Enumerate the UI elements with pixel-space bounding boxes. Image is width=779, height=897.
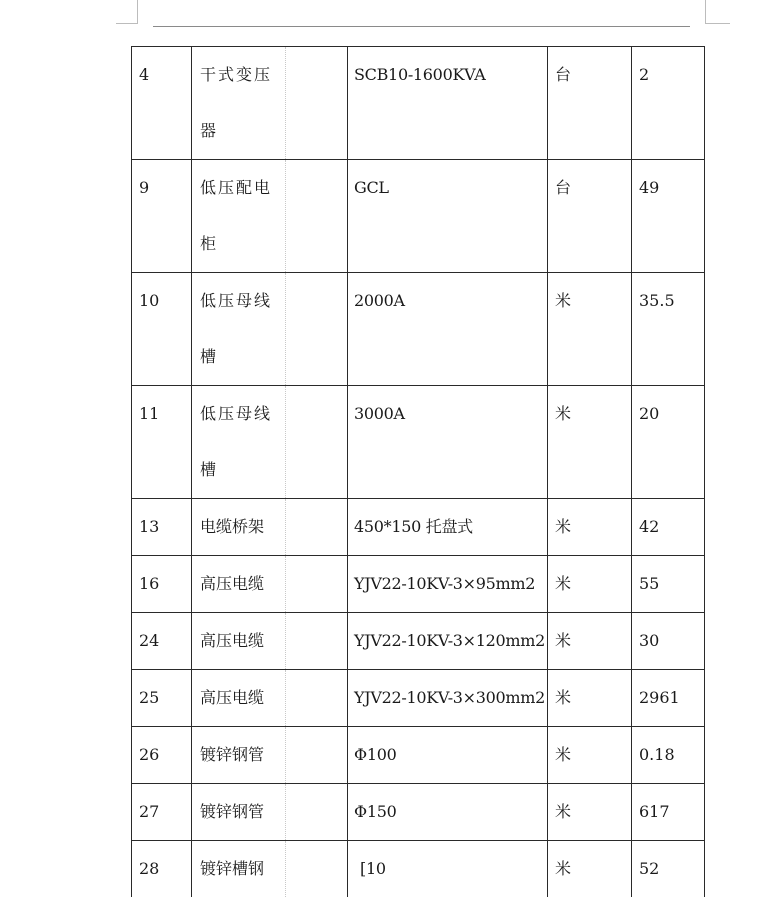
row-number: 25 bbox=[132, 670, 191, 726]
item-spec: YJV22-10KV-3×120mm2 bbox=[348, 613, 547, 669]
item-name-cell bbox=[192, 556, 348, 613]
table-row bbox=[132, 386, 705, 499]
quantity-cell bbox=[632, 784, 705, 841]
item-name: 高压电缆 bbox=[192, 670, 347, 726]
item-quantity: 35.5 bbox=[632, 273, 704, 385]
table-row bbox=[132, 47, 705, 160]
text-boundary-guide bbox=[285, 727, 286, 783]
table-row bbox=[132, 613, 705, 670]
row-number-cell bbox=[132, 499, 192, 556]
quantity-cell bbox=[632, 160, 705, 273]
table-row bbox=[132, 273, 705, 386]
row-number-cell bbox=[132, 841, 192, 897]
table-row bbox=[132, 499, 705, 556]
item-name-cell bbox=[192, 727, 348, 784]
item-name: 低压母线槽 bbox=[192, 386, 282, 498]
item-quantity: 49 bbox=[632, 160, 704, 272]
unit-cell bbox=[548, 613, 632, 670]
row-number-cell bbox=[132, 613, 192, 670]
table-row bbox=[132, 727, 705, 784]
item-name-cell bbox=[192, 386, 348, 499]
quantity-cell bbox=[632, 47, 705, 160]
item-spec: YJV22-10KV-3×300mm2 bbox=[348, 670, 547, 726]
item-unit: 米 bbox=[548, 386, 631, 498]
quantity-cell bbox=[632, 386, 705, 499]
row-number: 10 bbox=[132, 273, 191, 385]
item-name-cell bbox=[192, 841, 348, 897]
item-quantity: 42 bbox=[632, 499, 704, 555]
text-boundary-guide bbox=[285, 556, 286, 612]
row-number-cell bbox=[132, 47, 192, 160]
item-spec: SCB10-1600KVA bbox=[348, 47, 547, 159]
row-number-cell bbox=[132, 273, 192, 386]
table-row bbox=[132, 556, 705, 613]
row-number: 26 bbox=[132, 727, 191, 783]
item-quantity: 30 bbox=[632, 613, 704, 669]
text-boundary-guide bbox=[285, 784, 286, 840]
item-name: 高压电缆 bbox=[192, 613, 347, 669]
item-spec: 450*150 托盘式 bbox=[348, 499, 547, 555]
row-number-cell bbox=[132, 784, 192, 841]
unit-cell bbox=[548, 784, 632, 841]
row-number: 4 bbox=[132, 47, 191, 159]
item-name: 干式变压器 bbox=[192, 47, 282, 159]
item-quantity: 52 bbox=[632, 841, 704, 897]
text-boundary-guide bbox=[285, 613, 286, 669]
spec-cell bbox=[348, 160, 548, 273]
item-quantity: 617 bbox=[632, 784, 704, 840]
item-name-cell bbox=[192, 784, 348, 841]
page-corner-mark-right bbox=[705, 0, 730, 24]
item-spec: 2000A bbox=[348, 273, 547, 385]
unit-cell bbox=[548, 273, 632, 386]
item-spec: [10 bbox=[348, 841, 547, 897]
equipment-table bbox=[131, 46, 705, 897]
item-spec: Φ100 bbox=[348, 727, 547, 783]
item-unit: 米 bbox=[548, 556, 631, 612]
spec-cell bbox=[348, 613, 548, 670]
spec-cell bbox=[348, 670, 548, 727]
item-name: 高压电缆 bbox=[192, 556, 347, 612]
spec-cell bbox=[348, 47, 548, 160]
item-name-cell bbox=[192, 499, 348, 556]
unit-cell bbox=[548, 160, 632, 273]
quantity-cell bbox=[632, 613, 705, 670]
item-unit: 米 bbox=[548, 670, 631, 726]
spec-cell bbox=[348, 556, 548, 613]
unit-cell bbox=[548, 670, 632, 727]
quantity-cell bbox=[632, 727, 705, 784]
row-number-cell bbox=[132, 727, 192, 784]
item-quantity: 2 bbox=[632, 47, 704, 159]
item-unit: 米 bbox=[548, 727, 631, 783]
table-row bbox=[132, 160, 705, 273]
item-spec: Φ150 bbox=[348, 784, 547, 840]
item-unit: 台 bbox=[548, 47, 631, 159]
row-number-cell bbox=[132, 670, 192, 727]
quantity-cell bbox=[632, 670, 705, 727]
unit-cell bbox=[548, 499, 632, 556]
item-unit: 米 bbox=[548, 784, 631, 840]
row-number: 9 bbox=[132, 160, 191, 272]
item-name: 镀锌槽钢 bbox=[192, 841, 347, 897]
table-row bbox=[132, 841, 705, 897]
unit-cell bbox=[548, 556, 632, 613]
item-name-cell bbox=[192, 670, 348, 727]
item-quantity: 2961 bbox=[632, 670, 704, 726]
item-unit: 米 bbox=[548, 613, 631, 669]
item-name-cell bbox=[192, 273, 348, 386]
item-unit: 米 bbox=[548, 273, 631, 385]
row-number: 28 bbox=[132, 841, 191, 897]
text-boundary-guide bbox=[285, 386, 286, 498]
row-number-cell bbox=[132, 556, 192, 613]
row-number: 27 bbox=[132, 784, 191, 840]
text-boundary-guide bbox=[285, 499, 286, 555]
item-quantity: 55 bbox=[632, 556, 704, 612]
item-quantity: 20 bbox=[632, 386, 704, 498]
item-name: 电缆桥架 bbox=[192, 499, 347, 555]
text-boundary-guide bbox=[285, 841, 286, 897]
item-name: 镀锌钢管 bbox=[192, 727, 347, 783]
text-boundary-guide bbox=[285, 160, 286, 272]
item-name-cell bbox=[192, 613, 348, 670]
item-spec: GCL bbox=[348, 160, 547, 272]
spec-cell bbox=[348, 386, 548, 499]
row-number: 24 bbox=[132, 613, 191, 669]
unit-cell bbox=[548, 386, 632, 499]
spec-cell bbox=[348, 273, 548, 386]
item-unit: 米 bbox=[548, 841, 631, 897]
unit-cell bbox=[548, 727, 632, 784]
item-name: 低压母线槽 bbox=[192, 273, 282, 385]
page-corner-mark-left bbox=[116, 0, 138, 24]
quantity-cell bbox=[632, 273, 705, 386]
unit-cell bbox=[548, 47, 632, 160]
unit-cell bbox=[548, 841, 632, 897]
spec-cell bbox=[348, 499, 548, 556]
quantity-cell bbox=[632, 556, 705, 613]
item-quantity: 0.18 bbox=[632, 727, 704, 783]
text-boundary-guide bbox=[285, 670, 286, 726]
item-spec: YJV22-10KV-3×95mm2 bbox=[348, 556, 547, 612]
item-name-cell bbox=[192, 47, 348, 160]
text-boundary-guide bbox=[285, 273, 286, 385]
spec-cell bbox=[348, 727, 548, 784]
text-boundary-guide bbox=[285, 47, 286, 159]
row-number: 16 bbox=[132, 556, 191, 612]
item-unit: 米 bbox=[548, 499, 631, 555]
spec-cell bbox=[348, 784, 548, 841]
table-row bbox=[132, 784, 705, 841]
quantity-cell bbox=[632, 841, 705, 897]
item-spec: 3000A bbox=[348, 386, 547, 498]
row-number: 13 bbox=[132, 499, 191, 555]
row-number-cell bbox=[132, 386, 192, 499]
spec-cell bbox=[348, 841, 548, 897]
row-number: 11 bbox=[132, 386, 191, 498]
item-name: 镀锌钢管 bbox=[192, 784, 347, 840]
quantity-cell bbox=[632, 499, 705, 556]
table-row bbox=[132, 670, 705, 727]
item-name-cell bbox=[192, 160, 348, 273]
page-header-divider bbox=[153, 26, 690, 27]
item-unit: 台 bbox=[548, 160, 631, 272]
item-name: 低压配电柜 bbox=[192, 160, 282, 272]
row-number-cell bbox=[132, 160, 192, 273]
